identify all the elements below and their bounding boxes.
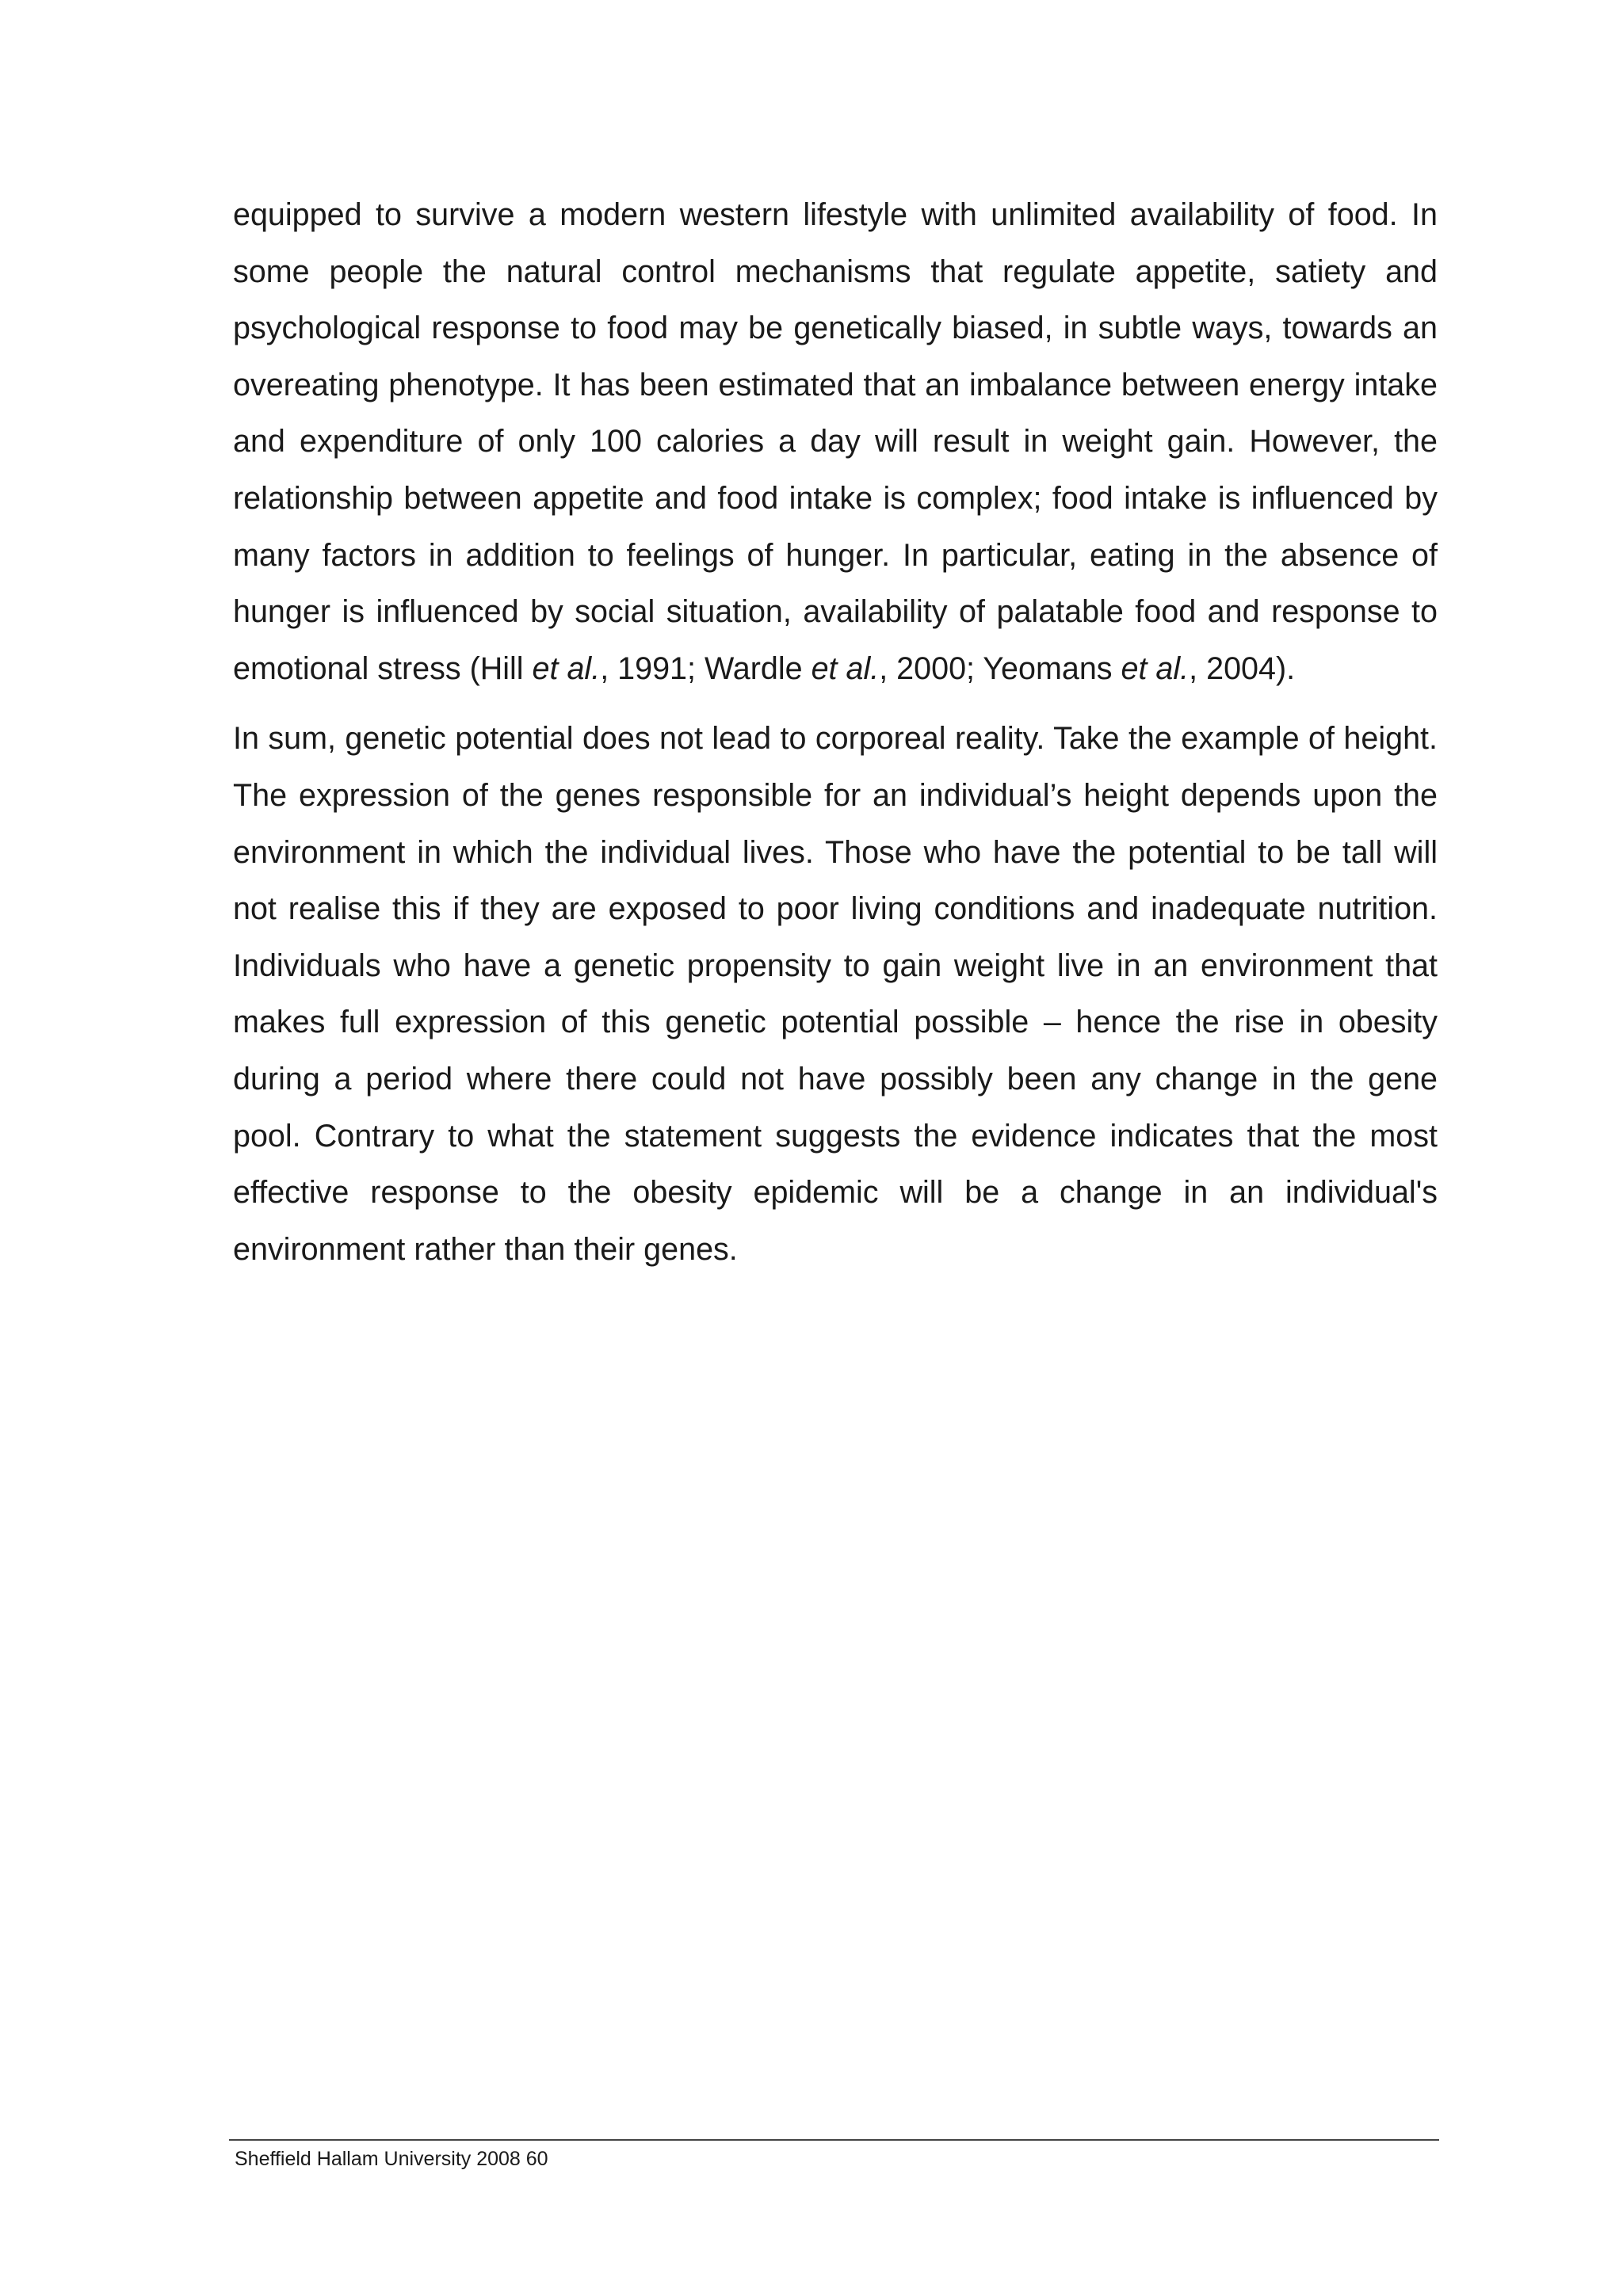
footer-divider: [229, 2139, 1439, 2141]
paragraph-text: , 2000; Yeomans: [879, 650, 1121, 686]
body-text: [233, 187, 1438, 1278]
paragraph-1: [233, 187, 1438, 697]
citation-et-al: et al.: [532, 650, 601, 686]
citation-et-al: et al.: [811, 650, 880, 686]
paragraph-text: In sum, genetic potential does not lead to corporeal reality. Take the example of height. The expression of the genes responsible for an individual’s height depends upon the environment in which the individual lives. Those who have the potential to be tall will not realise this if they are exposed to poor living conditions and inadequate nutrition. Individuals who have a genetic propensity to gain weight live in an environment that makes full expression of this genetic potential possible – hence the rise in obesity during a period where there could not have possibly been any change in the gene pool. Contrary to what the statement suggests the evidence indicates that the most effective response to the obesity epidemic will be a change in an individual's environment rather than their genes.: [233, 721, 1438, 1267]
paragraph-text: , 2004).: [1189, 650, 1296, 686]
paragraph-2: [233, 711, 1438, 1278]
page-footer: Sheffield Hallam University 2008 60: [235, 2148, 548, 2170]
paragraph-text: , 1991; Wardle: [600, 650, 812, 686]
citation-et-al: et al.: [1121, 650, 1190, 686]
paragraph-text: equipped to survive a modern western lifestyle with unlimited availability of food. In some people the natural control mechanisms that regulate appetite, satiety and psychological response to food may be genetically biased, in subtle ways, towards an overeating phenotype. It has been estimated that an imbalance between energy intake and expenditure of only 100 calories a day will result in weight gain. However, the relationship between appetite and food intake is complex; food intake is influenced by many factors in addition to feelings of hunger. In particular, eating in the absence of hunger is influenced by social situation, availability of palatable food and response to emotional stress (Hill: [233, 197, 1438, 686]
